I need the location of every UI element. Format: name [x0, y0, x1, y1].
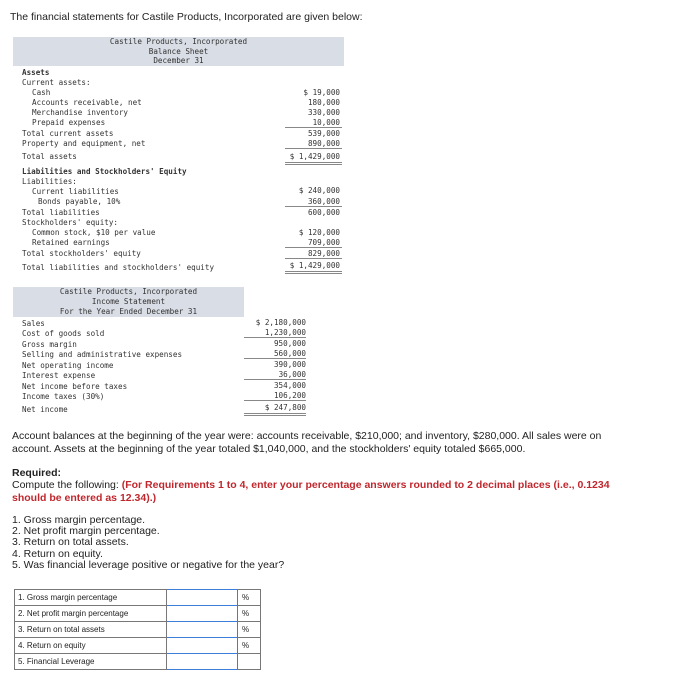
rule	[244, 358, 306, 359]
inventory-value: 330,000	[307, 108, 340, 117]
requirement-item: 1. Gross margin percentage.	[12, 514, 146, 526]
sales-value: $ 2,180,000	[255, 318, 306, 327]
answer-cell	[167, 638, 238, 654]
rule	[285, 247, 342, 248]
net-income-label: Net income	[22, 405, 68, 414]
required-prefix: Compute the following:	[12, 479, 122, 491]
answer-label: 4. Return on equity	[15, 638, 167, 654]
current-liab-value: $ 240,000	[298, 186, 340, 195]
requirement-item: 3. Return on total assets.	[12, 536, 129, 549]
answer-label: 5. Financial Leverage	[15, 654, 167, 670]
inventory-label: Merchandise inventory	[32, 108, 129, 117]
liabilities-label: Liabilities:	[22, 177, 77, 186]
total-liab-se-value: $ 1,429,000	[289, 261, 340, 270]
se-label: Stockholders' equity:	[22, 218, 119, 227]
percent-sign: %	[238, 622, 261, 638]
ar-label: Accounts receivable, net	[32, 98, 142, 107]
prepaid-value: 10,000	[312, 118, 340, 127]
rule	[285, 258, 342, 259]
opinc-label: Net operating income	[22, 361, 114, 370]
total-current-value: 539,000	[307, 129, 340, 138]
is-title: Income Statement	[91, 297, 166, 306]
answer-label: 2. Net profit margin percentage	[15, 606, 167, 622]
return-on-equity-input[interactable]	[167, 638, 237, 653]
financial-leverage-input[interactable]	[167, 654, 237, 669]
bs-company: Castile Products, Incorporated	[109, 37, 248, 46]
ppe-label: Property and equipment, net	[22, 139, 146, 148]
rule	[244, 379, 306, 380]
gross-label: Gross margin	[22, 340, 77, 349]
total-liab-label: Total liabilities	[22, 208, 100, 217]
is-period: For the Year Ended December 31	[59, 307, 198, 316]
requirement-item: 5. Was financial leverage positive or negative for the year?	[12, 558, 285, 571]
answer-row	[15, 638, 261, 654]
total-assets-label: Total assets	[22, 152, 77, 161]
required-title: Required:	[12, 467, 62, 479]
total-se-label: Total stockholders' equity	[22, 249, 141, 258]
percent-sign	[238, 654, 261, 670]
balance-sheet-header	[13, 37, 344, 66]
intro-text: The financial statements for Castile Products, Incorporated are given below:	[10, 11, 363, 23]
prepaid-label: Prepaid expenses	[32, 118, 106, 127]
percent-sign: %	[238, 638, 261, 654]
requirements-list	[12, 515, 284, 571]
common-label: Common stock, $10 per value	[32, 228, 156, 237]
taxes-label: Income taxes (30%)	[22, 392, 105, 401]
rule	[285, 148, 342, 149]
answer-cell	[167, 590, 238, 606]
rule	[244, 400, 306, 401]
answer-cell	[167, 654, 238, 670]
sga-value: 560,000	[273, 349, 306, 358]
rule	[244, 337, 306, 338]
bs-date: December 31	[153, 56, 204, 65]
interest-value: 36,000	[278, 370, 306, 379]
answer-label: 3. Return on total assets	[15, 622, 167, 638]
net-profit-margin-input[interactable]	[167, 606, 237, 621]
total-liab-se-label: Total liabilities and stockholders' equity	[22, 263, 215, 272]
sga-label: Selling and administrative expenses	[22, 350, 183, 359]
cash-value: $ 19,000	[303, 88, 340, 97]
ar-value: 180,000	[307, 98, 340, 107]
cogs-value: 1,230,000	[264, 328, 306, 337]
bs-title: Balance Sheet	[148, 46, 209, 56]
answer-cell	[167, 606, 238, 622]
total-assets-value: $ 1,429,000	[289, 152, 340, 161]
liab-heading: Liabilities and Stockholders' Equity	[22, 167, 187, 176]
taxes-value: 106,200	[273, 391, 306, 400]
double-rule	[244, 413, 306, 416]
income-statement-header	[13, 287, 244, 317]
opinc-value: 390,000	[273, 360, 306, 369]
answer-row	[15, 622, 261, 638]
required-note: (For Requirements 1 to 4, enter your percentage answers rounded to 2 decimal places (i.e., 0.1234 should be entered as 12.34).)	[12, 479, 610, 504]
cogs-label: Cost of goods sold	[22, 329, 105, 338]
answer-row	[15, 590, 261, 606]
assets-heading: Assets	[22, 68, 50, 77]
return-on-assets-input[interactable]	[167, 622, 237, 637]
answer-row	[15, 654, 261, 670]
required-instructions	[12, 479, 642, 504]
ebt-value: 354,000	[273, 381, 306, 390]
interest-label: Interest expense	[22, 371, 96, 380]
double-rule	[285, 271, 342, 274]
bonds-value: 360,000	[307, 197, 340, 206]
answer-row	[15, 606, 261, 622]
requirement-item: 4. Return on equity.	[12, 547, 103, 560]
total-current-label: Total current assets	[22, 129, 114, 138]
rule	[285, 127, 342, 128]
current-liab-label: Current liabilities	[32, 187, 119, 196]
retained-label: Retained earnings	[32, 238, 110, 247]
net-income-value: $ 247,800	[264, 403, 306, 412]
gross-margin-input[interactable]	[167, 590, 237, 605]
answer-cell	[167, 622, 238, 638]
answer-label: 1. Gross margin percentage	[15, 590, 167, 606]
rule	[285, 206, 342, 207]
double-rule	[285, 162, 342, 165]
current-assets-label: Current assets:	[22, 78, 91, 87]
cash-label: Cash	[32, 88, 51, 97]
answer-table	[14, 589, 261, 670]
common-value: $ 120,000	[298, 228, 340, 237]
total-liab-value: 600,000	[307, 208, 340, 217]
gross-value: 950,000	[273, 339, 306, 348]
ppe-value: 890,000	[307, 139, 340, 148]
requirement-item: 2. Net profit margin percentage.	[12, 525, 160, 538]
total-se-value: 829,000	[307, 249, 340, 258]
is-company: Castile Products, Incorporated	[59, 287, 198, 296]
ebt-label: Net income before taxes	[22, 382, 128, 391]
percent-sign: %	[238, 590, 261, 606]
bonds-label: Bonds payable, 10%	[38, 197, 121, 206]
percent-sign: %	[238, 606, 261, 622]
beginning-balances-text: Account balances at the beginning of the year were: accounts receivable, $210,000; and inventory, $280,000. All sales were on account. Assets at the beginning of the year totaled $1,040,000, and the stockholders' equity totaled $665,000.	[12, 430, 602, 455]
retained-value: 709,000	[307, 238, 340, 247]
sales-label: Sales	[22, 319, 45, 328]
